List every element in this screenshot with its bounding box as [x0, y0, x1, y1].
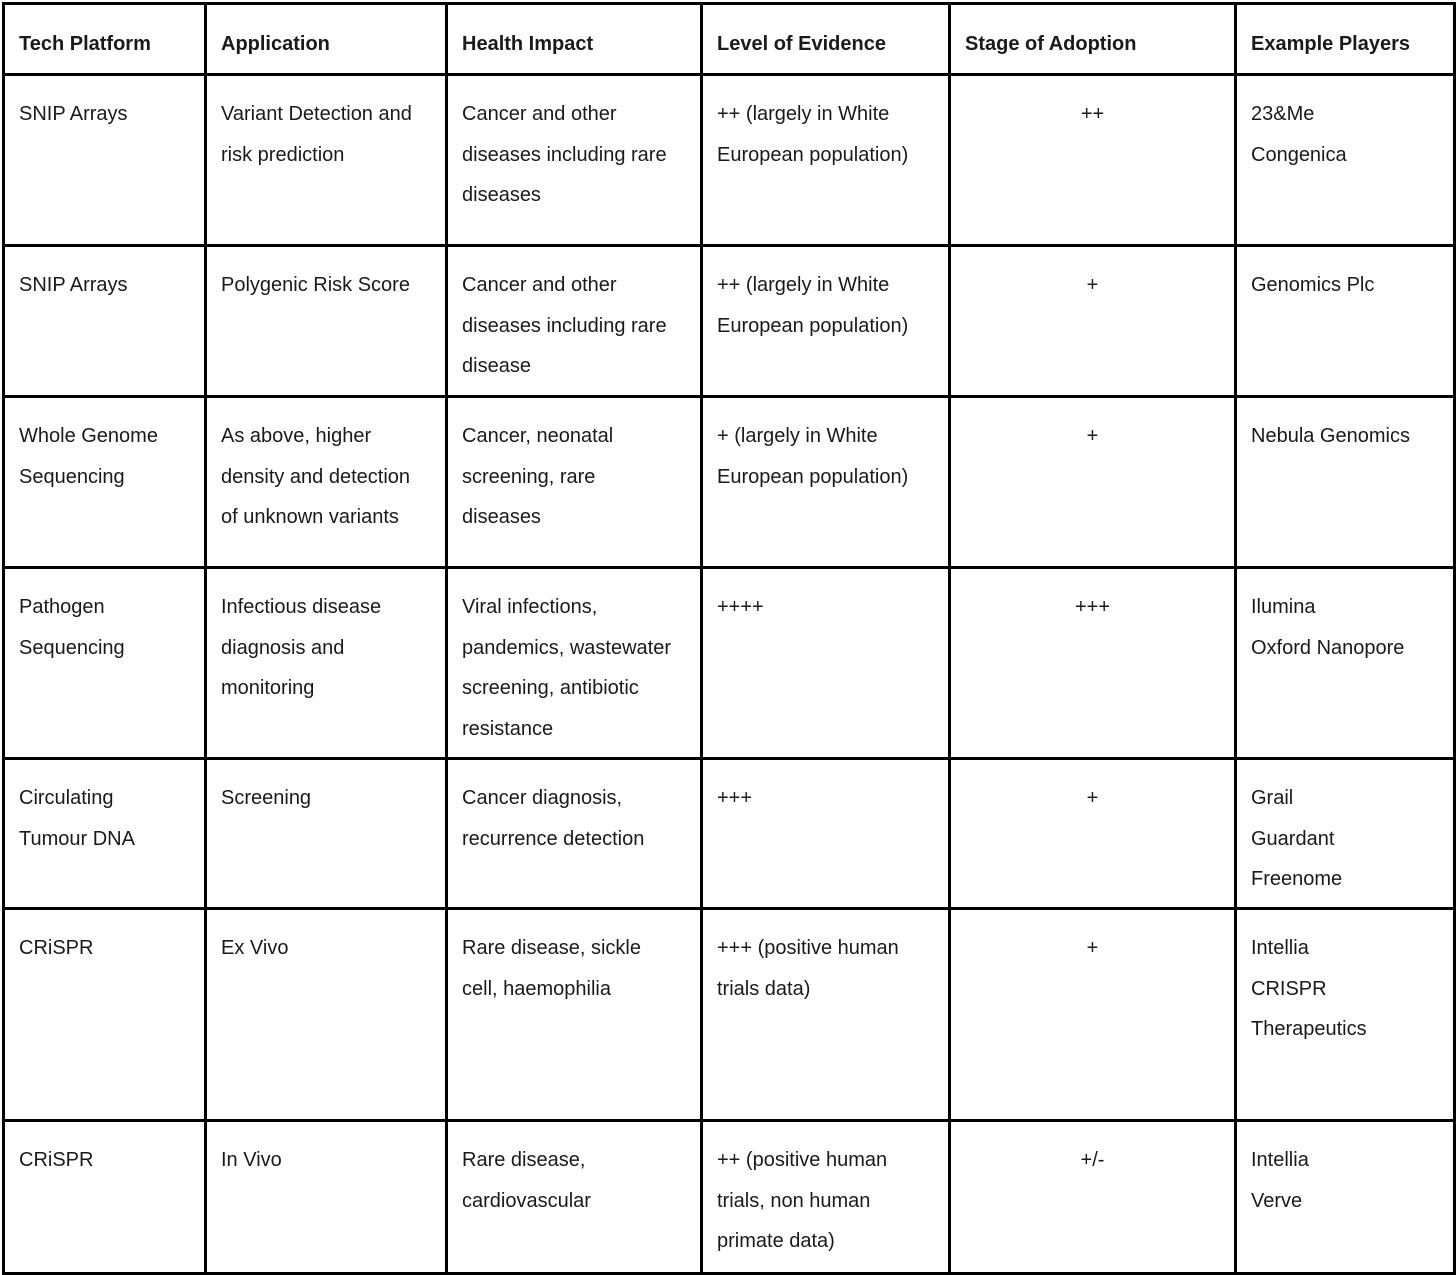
cell-line: SNIP Arrays [19, 274, 128, 296]
cell-tech-platform [4, 246, 206, 397]
cell-line: + [1086, 937, 1099, 959]
cell-line: Genomics Plc [1251, 274, 1375, 296]
table-row [4, 1121, 1455, 1274]
cell-line: European population) [717, 143, 909, 166]
cell-health-impact [447, 759, 702, 909]
cell-line: + [1086, 787, 1099, 809]
cell-line: diseases including rare [462, 143, 667, 166]
cell-line: diseases including rare [462, 314, 667, 337]
cell-tech-platform [4, 1121, 206, 1274]
cell-line: Nebula Genomics [1251, 425, 1410, 447]
cell-application [206, 568, 447, 759]
cell-application [206, 75, 447, 246]
cell-line: monitoring [221, 677, 315, 700]
cell-level-of-evidence [702, 568, 950, 759]
cell-line: Sequencing [19, 465, 125, 488]
cell-line: Tumour DNA [19, 827, 135, 850]
cell-health-impact [447, 1121, 702, 1274]
cell-line: +++ [717, 787, 753, 809]
header-stage-of-adoption: Stage of Adoption [950, 4, 1236, 75]
cell-line: + [1086, 425, 1099, 447]
cell-line: European population) [717, 314, 909, 337]
cell-tech-platform [4, 909, 206, 1121]
cell-line: trials, non human [717, 1189, 871, 1212]
table-row [4, 568, 1455, 759]
table-row [4, 759, 1455, 909]
cell-line: Intellia [1251, 937, 1309, 959]
cell-line: Screening [221, 787, 312, 809]
cell-line: + (largely in White [717, 425, 878, 447]
cell-line: + [1086, 274, 1099, 296]
cell-line: diseases [462, 184, 541, 207]
table-row [4, 397, 1455, 568]
cell-application [206, 759, 447, 909]
cell-line: Therapeutics [1251, 1018, 1367, 1041]
cell-level-of-evidence [702, 397, 950, 568]
cell-stage-of-adoption [950, 246, 1236, 397]
cell-health-impact [447, 246, 702, 397]
cell-line: trials data) [717, 977, 811, 1000]
cell-line: diagnosis and [221, 636, 345, 659]
cell-level-of-evidence [702, 1121, 950, 1274]
cell-line: Rare disease, sickle [462, 937, 641, 959]
cell-application [206, 909, 447, 1121]
cell-line: Polygenic Risk Score [221, 274, 410, 296]
cell-line: screening, antibiotic [462, 677, 639, 700]
table-row [4, 75, 1455, 246]
cell-line: CRISPR [1251, 977, 1327, 1000]
cell-example-players [1236, 246, 1455, 397]
cell-line: CRiSPR [19, 1149, 94, 1171]
cell-line: Grail [1251, 787, 1294, 809]
cell-line: Ex Vivo [221, 937, 289, 959]
cell-line: Freenome [1251, 868, 1343, 891]
cell-line: cell, haemophilia [462, 977, 611, 1000]
cell-line: As above, higher [221, 425, 372, 447]
cell-example-players [1236, 909, 1455, 1121]
cell-line: ++ (largely in White [717, 274, 890, 296]
table-row [4, 909, 1455, 1121]
cell-tech-platform [4, 397, 206, 568]
cell-line: Cancer and other [462, 274, 617, 296]
cell-line: Cancer diagnosis, [462, 787, 623, 809]
cell-line: Congenica [1251, 143, 1347, 166]
cell-line: Viral infections, [462, 596, 598, 618]
cell-line: Whole Genome [19, 425, 158, 447]
cell-application [206, 397, 447, 568]
cell-health-impact [447, 397, 702, 568]
cell-stage-of-adoption [950, 759, 1236, 909]
cell-line: ++ (largely in White [717, 103, 890, 125]
cell-tech-platform [4, 568, 206, 759]
cell-line: disease [462, 355, 531, 378]
cell-application [206, 1121, 447, 1274]
cell-application [206, 246, 447, 397]
cell-line: of unknown variants [221, 506, 399, 529]
header-level-of-evidence: Level of Evidence [702, 4, 950, 75]
cell-line: Rare disease, [462, 1149, 586, 1171]
cell-line: SNIP Arrays [19, 103, 128, 125]
cell-stage-of-adoption [950, 75, 1236, 246]
cell-example-players [1236, 568, 1455, 759]
cell-stage-of-adoption [950, 568, 1236, 759]
cell-example-players [1236, 397, 1455, 568]
cell-line: Oxford Nanopore [1251, 636, 1405, 659]
cell-level-of-evidence [702, 75, 950, 246]
cell-line: In Vivo [221, 1149, 282, 1171]
cell-line: Circulating [19, 787, 114, 809]
cell-stage-of-adoption [950, 1121, 1236, 1274]
header-row [4, 4, 1455, 75]
cell-line: recurrence detection [462, 827, 645, 850]
cell-line: diseases [462, 506, 541, 529]
cell-line: Pathogen [19, 596, 105, 618]
cell-line: +++ [1074, 596, 1111, 618]
cell-line: primate data) [717, 1230, 835, 1253]
table-row [4, 246, 1455, 397]
cell-line: ++++ [717, 596, 764, 618]
cell-line: Infectious disease [221, 596, 382, 618]
header-example-players: Example Players [1236, 4, 1455, 75]
cell-health-impact [447, 568, 702, 759]
cell-health-impact [447, 75, 702, 246]
cell-line: Cancer, neonatal [462, 425, 614, 447]
cell-line: risk prediction [221, 143, 345, 166]
cell-level-of-evidence [702, 246, 950, 397]
cell-line: pandemics, wastewater [462, 636, 671, 659]
cell-line: European population) [717, 465, 909, 488]
cell-example-players [1236, 1121, 1455, 1274]
cell-line: resistance [462, 718, 554, 741]
header-health-impact: Health Impact [447, 4, 702, 75]
cell-line: screening, rare [462, 465, 596, 488]
cell-line: ++ [1080, 103, 1105, 125]
cell-line: Intellia [1251, 1149, 1309, 1171]
cell-line: Cancer and other [462, 103, 617, 125]
comparison-table [2, 2, 1456, 1275]
cell-tech-platform [4, 759, 206, 909]
cell-level-of-evidence [702, 909, 950, 1121]
cell-tech-platform [4, 75, 206, 246]
cell-level-of-evidence [702, 759, 950, 909]
table-body [4, 75, 1455, 1274]
cell-line: density and detection [221, 465, 411, 488]
cell-line: Guardant [1251, 827, 1335, 850]
cell-line: 23&Me [1251, 103, 1315, 125]
cell-example-players [1236, 759, 1455, 909]
cell-example-players [1236, 75, 1455, 246]
cell-stage-of-adoption [950, 397, 1236, 568]
cell-line: cardiovascular [462, 1189, 591, 1212]
header-tech-platform: Tech Platform [4, 4, 206, 75]
cell-health-impact [447, 909, 702, 1121]
cell-line: +/- [1080, 1149, 1105, 1171]
cell-line: +++ (positive human [717, 937, 899, 959]
cell-line: ++ (positive human [717, 1149, 888, 1171]
cell-line: Sequencing [19, 636, 125, 659]
cell-line: Verve [1251, 1189, 1303, 1212]
cell-line: Ilumina [1251, 596, 1316, 618]
header-application: Application [206, 4, 447, 75]
cell-line: CRiSPR [19, 937, 94, 959]
cell-line: Variant Detection and [221, 103, 412, 125]
cell-stage-of-adoption [950, 909, 1236, 1121]
